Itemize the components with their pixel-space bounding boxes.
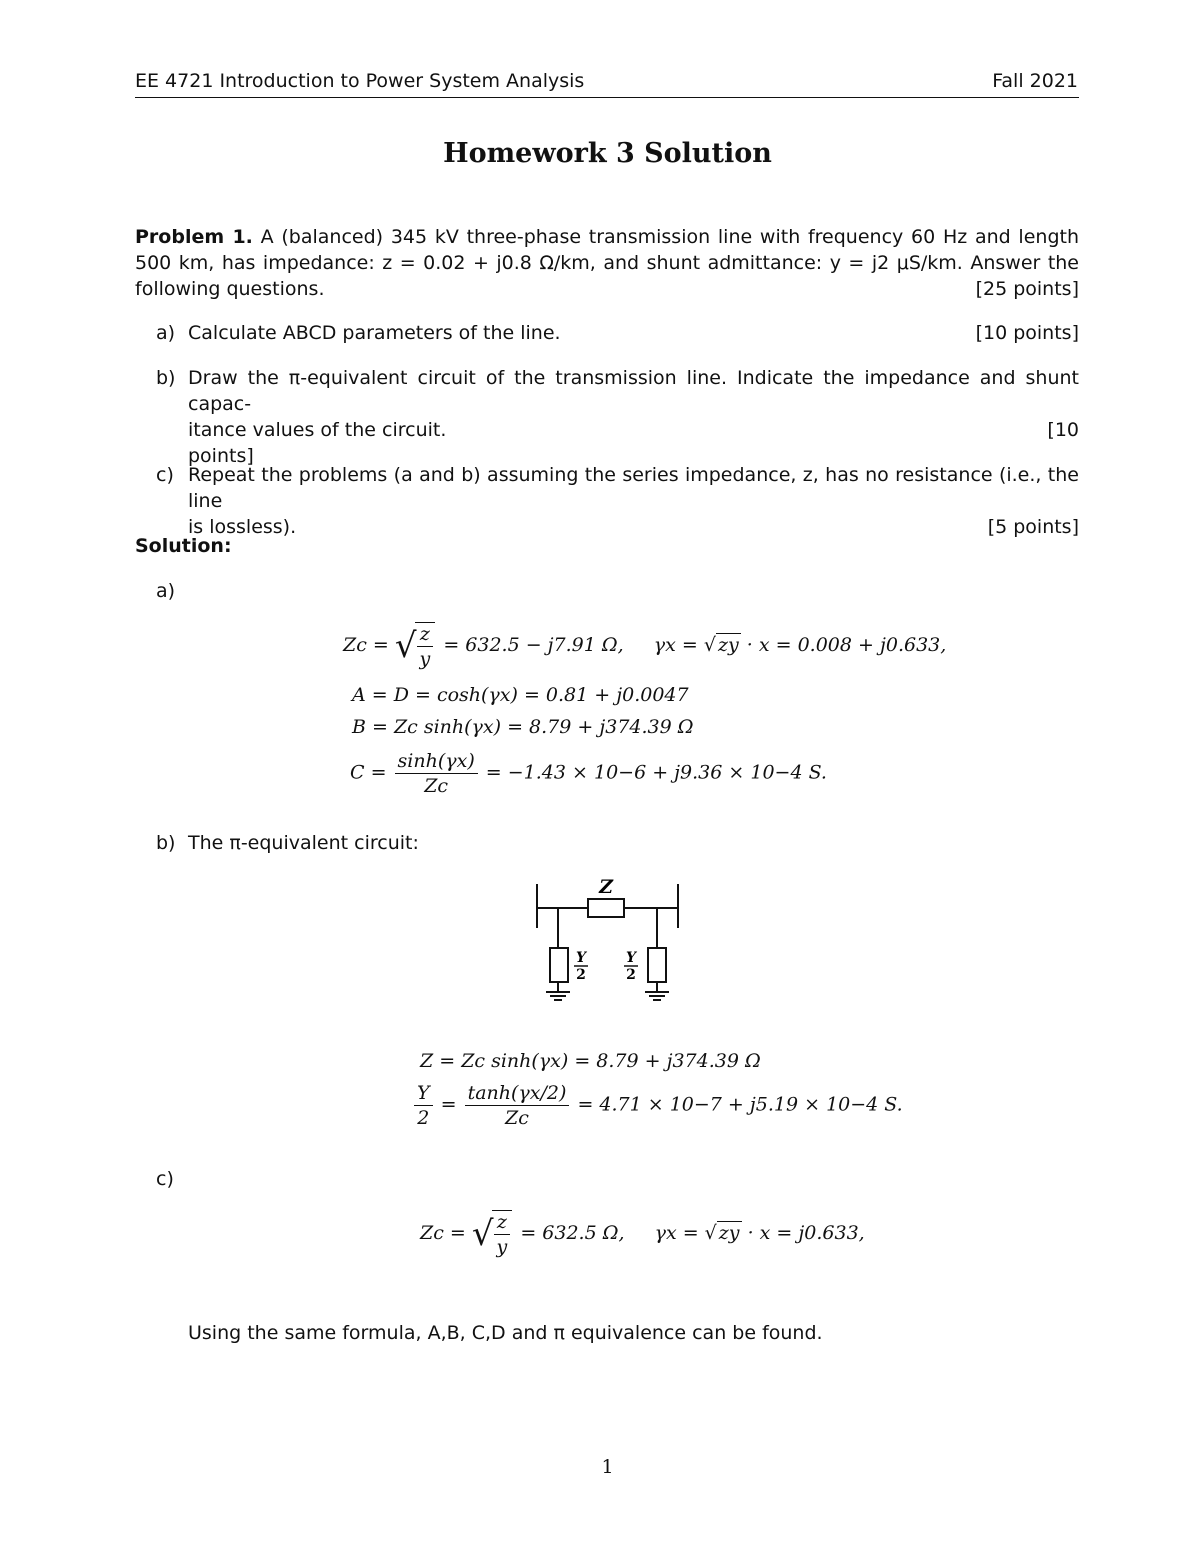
- problem-line-3: following questions.: [135, 278, 325, 300]
- header-term: Fall 2021: [992, 70, 1078, 92]
- page-title: Homework 3 Solution: [443, 138, 772, 169]
- eq-pi-y: $\frac{Y}{2}$ = $\frac{\tanh(\gamma x/2)}{Zc}$ = 4.71 × 10−7 + j5.19 × 10−4 S.: [412, 1082, 903, 1129]
- closing-text: Using the same formula, A,B, C,D and π equivalence can be found.: [188, 1322, 823, 1344]
- solution-b-text: The π-equivalent circuit:: [188, 832, 419, 854]
- question-a-points: [10 points]: [975, 322, 1079, 344]
- question-a-text: Calculate ABCD parameters of the line.: [188, 322, 561, 344]
- question-b-line-2: itance values of the circuit.: [188, 419, 447, 441]
- question-b-points-a: [10: [1047, 419, 1079, 441]
- question-c-line-1: Repeat the problems (a and b) assuming the series impedance, z, has no resistance (i.e., the line: [188, 464, 1079, 512]
- question-b-points-b: points]: [188, 445, 254, 467]
- solution-c-label: c): [156, 1168, 174, 1190]
- circuit-right-y-num: Y: [626, 950, 636, 966]
- eq-pi-z: Z = Zc sinh(γx) = 8.79 + j374.39 Ω: [420, 1050, 761, 1072]
- question-a-label: a): [156, 322, 176, 344]
- series-impedance-box: [588, 899, 624, 917]
- eq-zc-and-gamma-c: Zc = √ $\frac{z}{y}$ = 632.5 Ω, γx = √ zy · x = j0.633,: [420, 1211, 865, 1258]
- eq-b: B = Zc sinh(γx) = 8.79 + j374.39 Ω: [352, 716, 694, 738]
- circuit-left-y-den: 2: [576, 967, 586, 983]
- question-c-points: [5 points]: [987, 516, 1079, 538]
- circuit-right-y-den: 2: [626, 967, 636, 983]
- circuit-z-label: Z: [599, 876, 613, 898]
- problem-line-1: A (balanced) 345 kV three-phase transmission line with frequency 60 Hz and length: [260, 226, 1079, 248]
- page-number: 1: [601, 1456, 614, 1478]
- solution-heading: Solution:: [135, 535, 232, 557]
- question-b-label: b): [156, 367, 176, 389]
- eq-a-d: A = D = cosh(γx) = 0.81 + j0.0047: [352, 684, 689, 706]
- pi-equivalent-circuit: [520, 870, 700, 1010]
- question-b-line-1: Draw the π-equivalent circuit of the transmission line. Indicate the impedance and shunt capac-: [188, 367, 1079, 415]
- document-page: EE 4721 Introduction to Power System Analysis Fall 2021 Homework 3 Solution Problem 1. A (balanced) 345 kV three-phase transmission line with frequency 60 Hz and length 500 km, has impedance: z = 0.02 + j0.8 Ω/km, and shunt admittance: y = j2 μS/km. Answer the following questions. [25 points] a) Calculate ABCD parameters of the line. [10 points] b) Draw the π-equivalent circuit of the transmission line. Indicate the impedance and shunt capac- itance values of the circuit. [10 points] c) Repeat the problems (a and b) assuming the series impedance, z, has no resistance (i.e., the line is lossless). [5 points] Solution: a) Zc = √ $\frac{z}{y}$ = 632.5 − j7.91 Ω, γx = √ zy · x = 0.008 + j0.633, A = D = cosh(γx) = 0.81 + j0.0047 B = Zc sinh(γx) = 8.79 + j374.39 Ω C = $\frac{\sinh(\gamma x)}{Zc}$ = −1.43 × 10−6 + j9.36 × 10−4 S. b) The π-equivalent circuit: Z Y 2 Y 2 Z = Zc sinh(γx) = 8.79 + j374.39 Ω $\frac{Y}{2}$ = $\frac{\tanh(\gamma x/2)}{Zc}$ = 4.71 × 10−7 + j5.19 × 10−4 S. c) Zc = √ $\frac{z}{y}$ = 632.5 Ω, γx = √ zy · x = j0.633, Using the same formula, A,B, C,D and π equivalence can be found. 1: [0, 0, 1200, 1553]
- problem-statement: [135, 224, 1079, 302]
- left-ground-symbol: [546, 992, 570, 1000]
- header-rule: [135, 97, 1079, 98]
- left-shunt-box: [550, 948, 568, 982]
- problem-line-2: 500 km, has impedance: z = 0.02 + j0.8 Ω/km, and shunt admittance: y = j2 μS/km. Answer the: [135, 252, 1079, 274]
- circuit-left-y-num: Y: [576, 950, 586, 966]
- problem-label: Problem 1.: [135, 226, 253, 248]
- right-ground-symbol: [645, 992, 669, 1000]
- eq-c: C = $\frac{\sinh(\gamma x)}{Zc}$ = −1.43 × 10−6 + j9.36 × 10−4 S.: [350, 750, 827, 797]
- eq-zc-and-gamma-a: Zc = √ $\frac{z}{y}$ = 632.5 − j7.91 Ω, γx = √ zy · x = 0.008 + j0.633,: [343, 623, 947, 670]
- right-shunt-box: [648, 948, 666, 982]
- question-c-line-2: is lossless).: [188, 516, 297, 538]
- question-c-label: c): [156, 464, 174, 486]
- solution-a-label: a): [156, 580, 176, 602]
- header-course: EE 4721 Introduction to Power System Analysis: [135, 70, 585, 92]
- problem-points: [25 points]: [975, 278, 1079, 300]
